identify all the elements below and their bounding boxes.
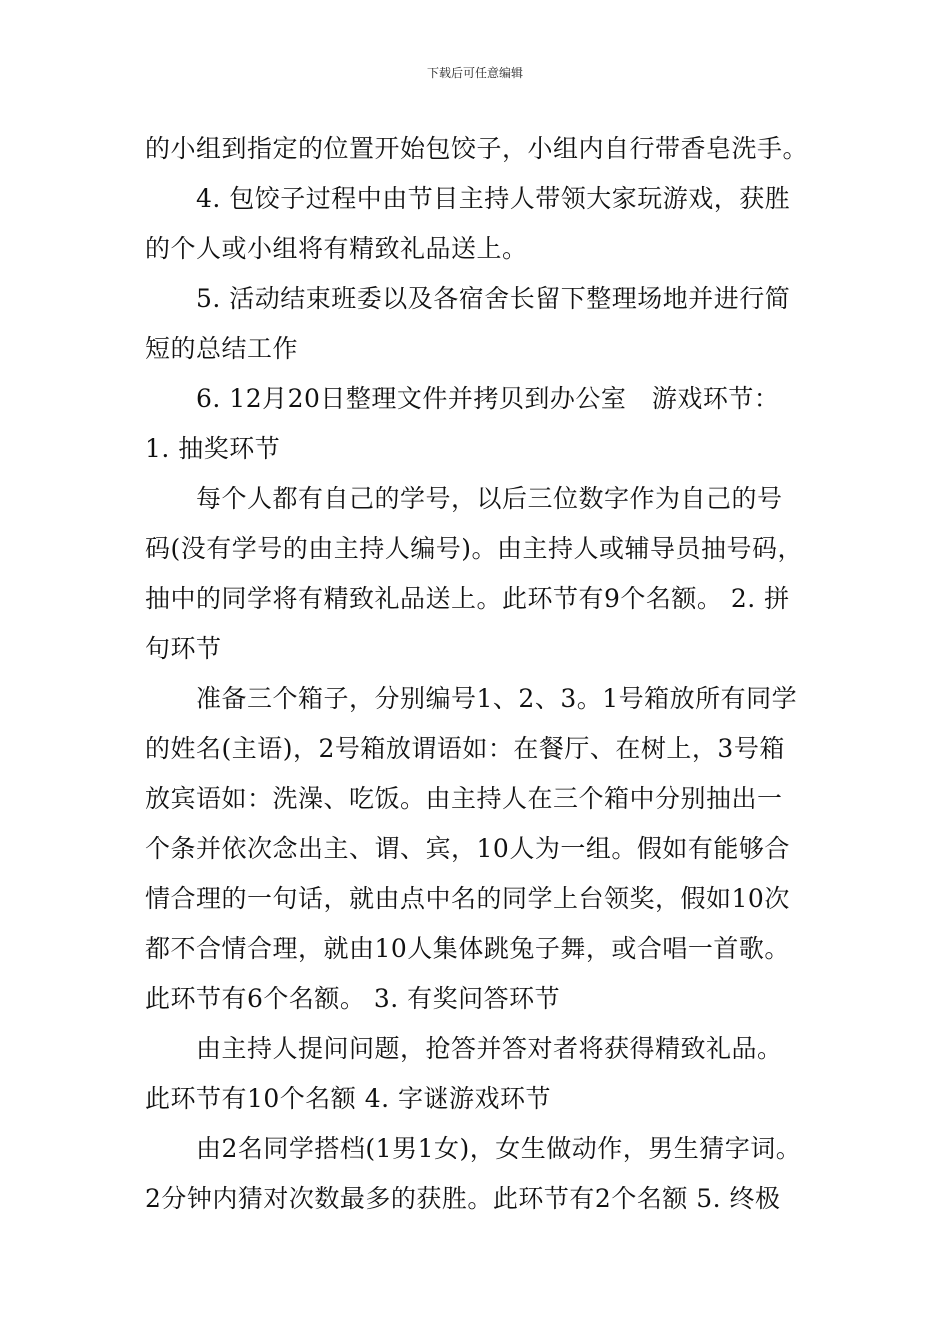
text-line: 句环节	[145, 634, 222, 663]
page-header: 下载后可任意编辑	[426, 66, 523, 80]
text-line: 由主持人提问问题，抢答并答对者将获得精致礼品。	[196, 1034, 783, 1063]
text-line: 准备三个箱子，分别编号1、2、3。1号箱放所有同学	[196, 684, 798, 713]
text-line: 4. 包饺子过程中由节目主持人带领大家玩游戏，获胜	[196, 184, 791, 213]
text-line: 6. 12月20日整理文件并拷贝到办公室 游戏环节：	[196, 384, 780, 413]
text-line: 2分钟内猜对次数最多的获胜。此环节有2个名额 5. 终极	[145, 1184, 781, 1213]
text-line: 都不合情合理，就由10人集体跳兔子舞，或合唱一首歌。	[145, 934, 790, 963]
text-line: 的个人或小组将有精致礼品送上。	[145, 234, 528, 263]
text-line: 1. 抽奖环节	[145, 434, 281, 463]
text-line: 码(没有学号的由主持人编号)。由主持人或辅导员抽号码，	[145, 534, 804, 563]
text-line: 抽中的同学将有精致礼品送上。此环节有9个名额。 2. 拼	[145, 584, 790, 613]
text-line: 的小组到指定的位置开始包饺子，小组内自行带香皂洗手。	[145, 134, 809, 163]
text-line: 此环节有6个名额。 3. 有奖问答环节	[145, 984, 561, 1013]
text-line: 短的总结工作	[145, 334, 299, 363]
text-line: 5. 活动结束班委以及各宿舍长留下整理场地并进行简	[196, 284, 791, 313]
text-line: 每个人都有自己的学号，以后三位数字作为自己的号	[196, 484, 783, 513]
text-line: 放宾语如：洗澡、吃饭。由主持人在三个箱中分别抽出一	[145, 784, 783, 813]
text-line: 情合理的一句话，就由点中名的同学上台领奖，假如10次	[145, 884, 790, 913]
text-line: 的姓名(主语)，2号箱放谓语如：在餐厅、在树上，3号箱	[145, 734, 785, 763]
text-line: 此环节有10个名额 4. 字谜游戏环节	[145, 1084, 552, 1113]
text-line: 个条并依次念出主、谓、宾，10人为一组。假如有能够合	[145, 834, 790, 863]
text-line: 由2名同学搭档(1男1女)，女生做动作，男生猜字词。	[196, 1134, 802, 1163]
